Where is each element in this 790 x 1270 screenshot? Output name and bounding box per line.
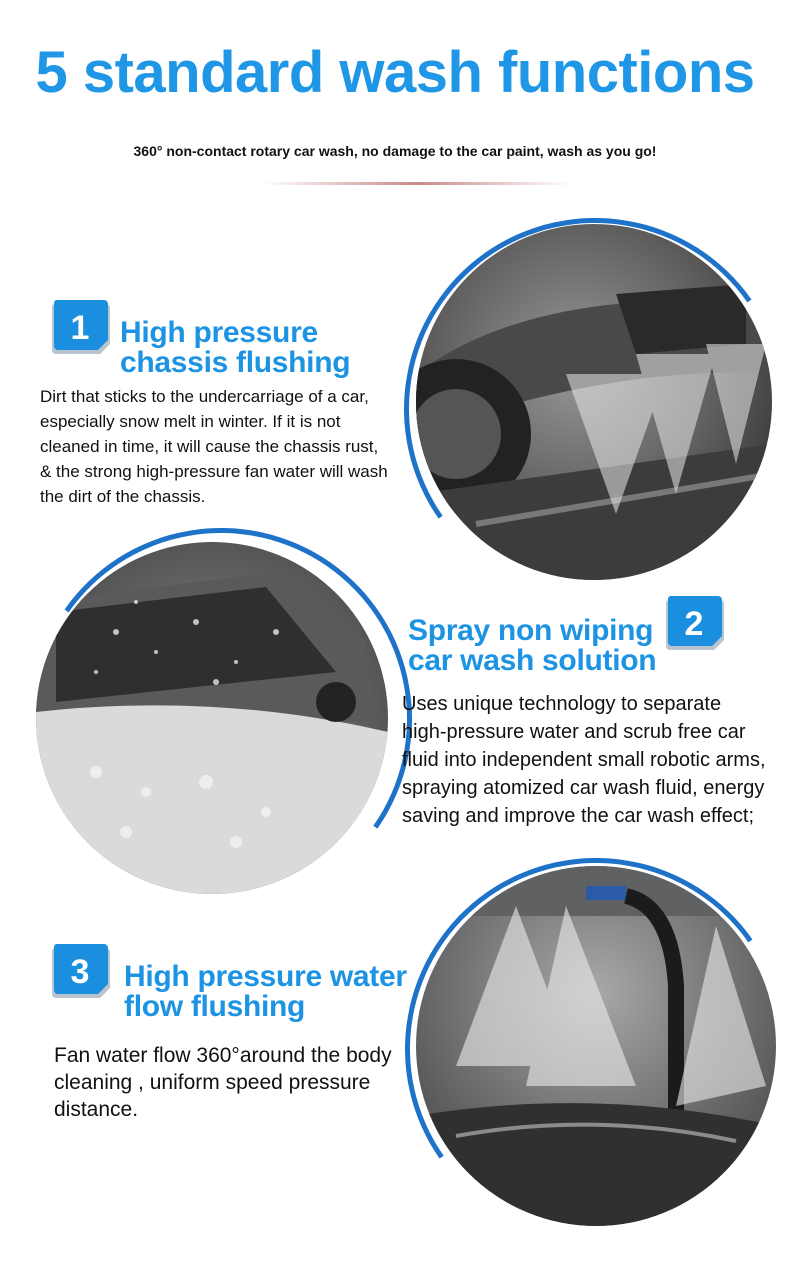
- section-3-title: [124, 962, 407, 1022]
- chassis-flushing-photo: [416, 224, 772, 580]
- section-2-title-line1: Spray non wiping: [408, 614, 654, 647]
- section-2-title-line2: car wash solution: [408, 644, 657, 677]
- page-title: 5 standard wash functions: [35, 40, 755, 105]
- section-2-description: Uses unique technology to separate high-pressure water and scrub free car fluid into independent small robotic arms, spraying atomized car wash fluid, energy saving and improve the car wash effect;: [402, 693, 766, 827]
- page-subtitle: 360° non-contact rotary car wash, no damage to the car paint, wash as you go!: [133, 143, 657, 159]
- step-3-number: 3: [70, 952, 90, 991]
- section-1-title-line1: High pressure: [120, 316, 318, 349]
- step-2-badge: [662, 596, 726, 652]
- step-3-badge: [48, 944, 112, 1000]
- section-3-title-line1: High pressure water: [124, 960, 407, 993]
- spray-solution-photo: [36, 542, 388, 894]
- step-1-number: 1: [70, 308, 90, 347]
- section-3-title-line2: flow flushing: [124, 990, 306, 1023]
- section-1-title: [120, 318, 350, 378]
- section-1-description: Dirt that sticks to the undercarriage of a car, especially snow melt in winter. If it is not cleaned in time, it will cause the chassis rust, & the strong high-pressure fan water will wash the dirt of the chassis.: [40, 387, 388, 506]
- section-3-description: Fan water flow 360°around the body cleaning , uniform speed pressure distance.: [54, 1044, 392, 1121]
- section-1-title-line2: chassis flushing: [120, 346, 351, 379]
- step-2-number: 2: [684, 604, 704, 643]
- water-flow-photo: [416, 866, 776, 1226]
- step-1-badge: [48, 300, 112, 356]
- section-2-title: [408, 616, 656, 676]
- divider: [262, 182, 572, 185]
